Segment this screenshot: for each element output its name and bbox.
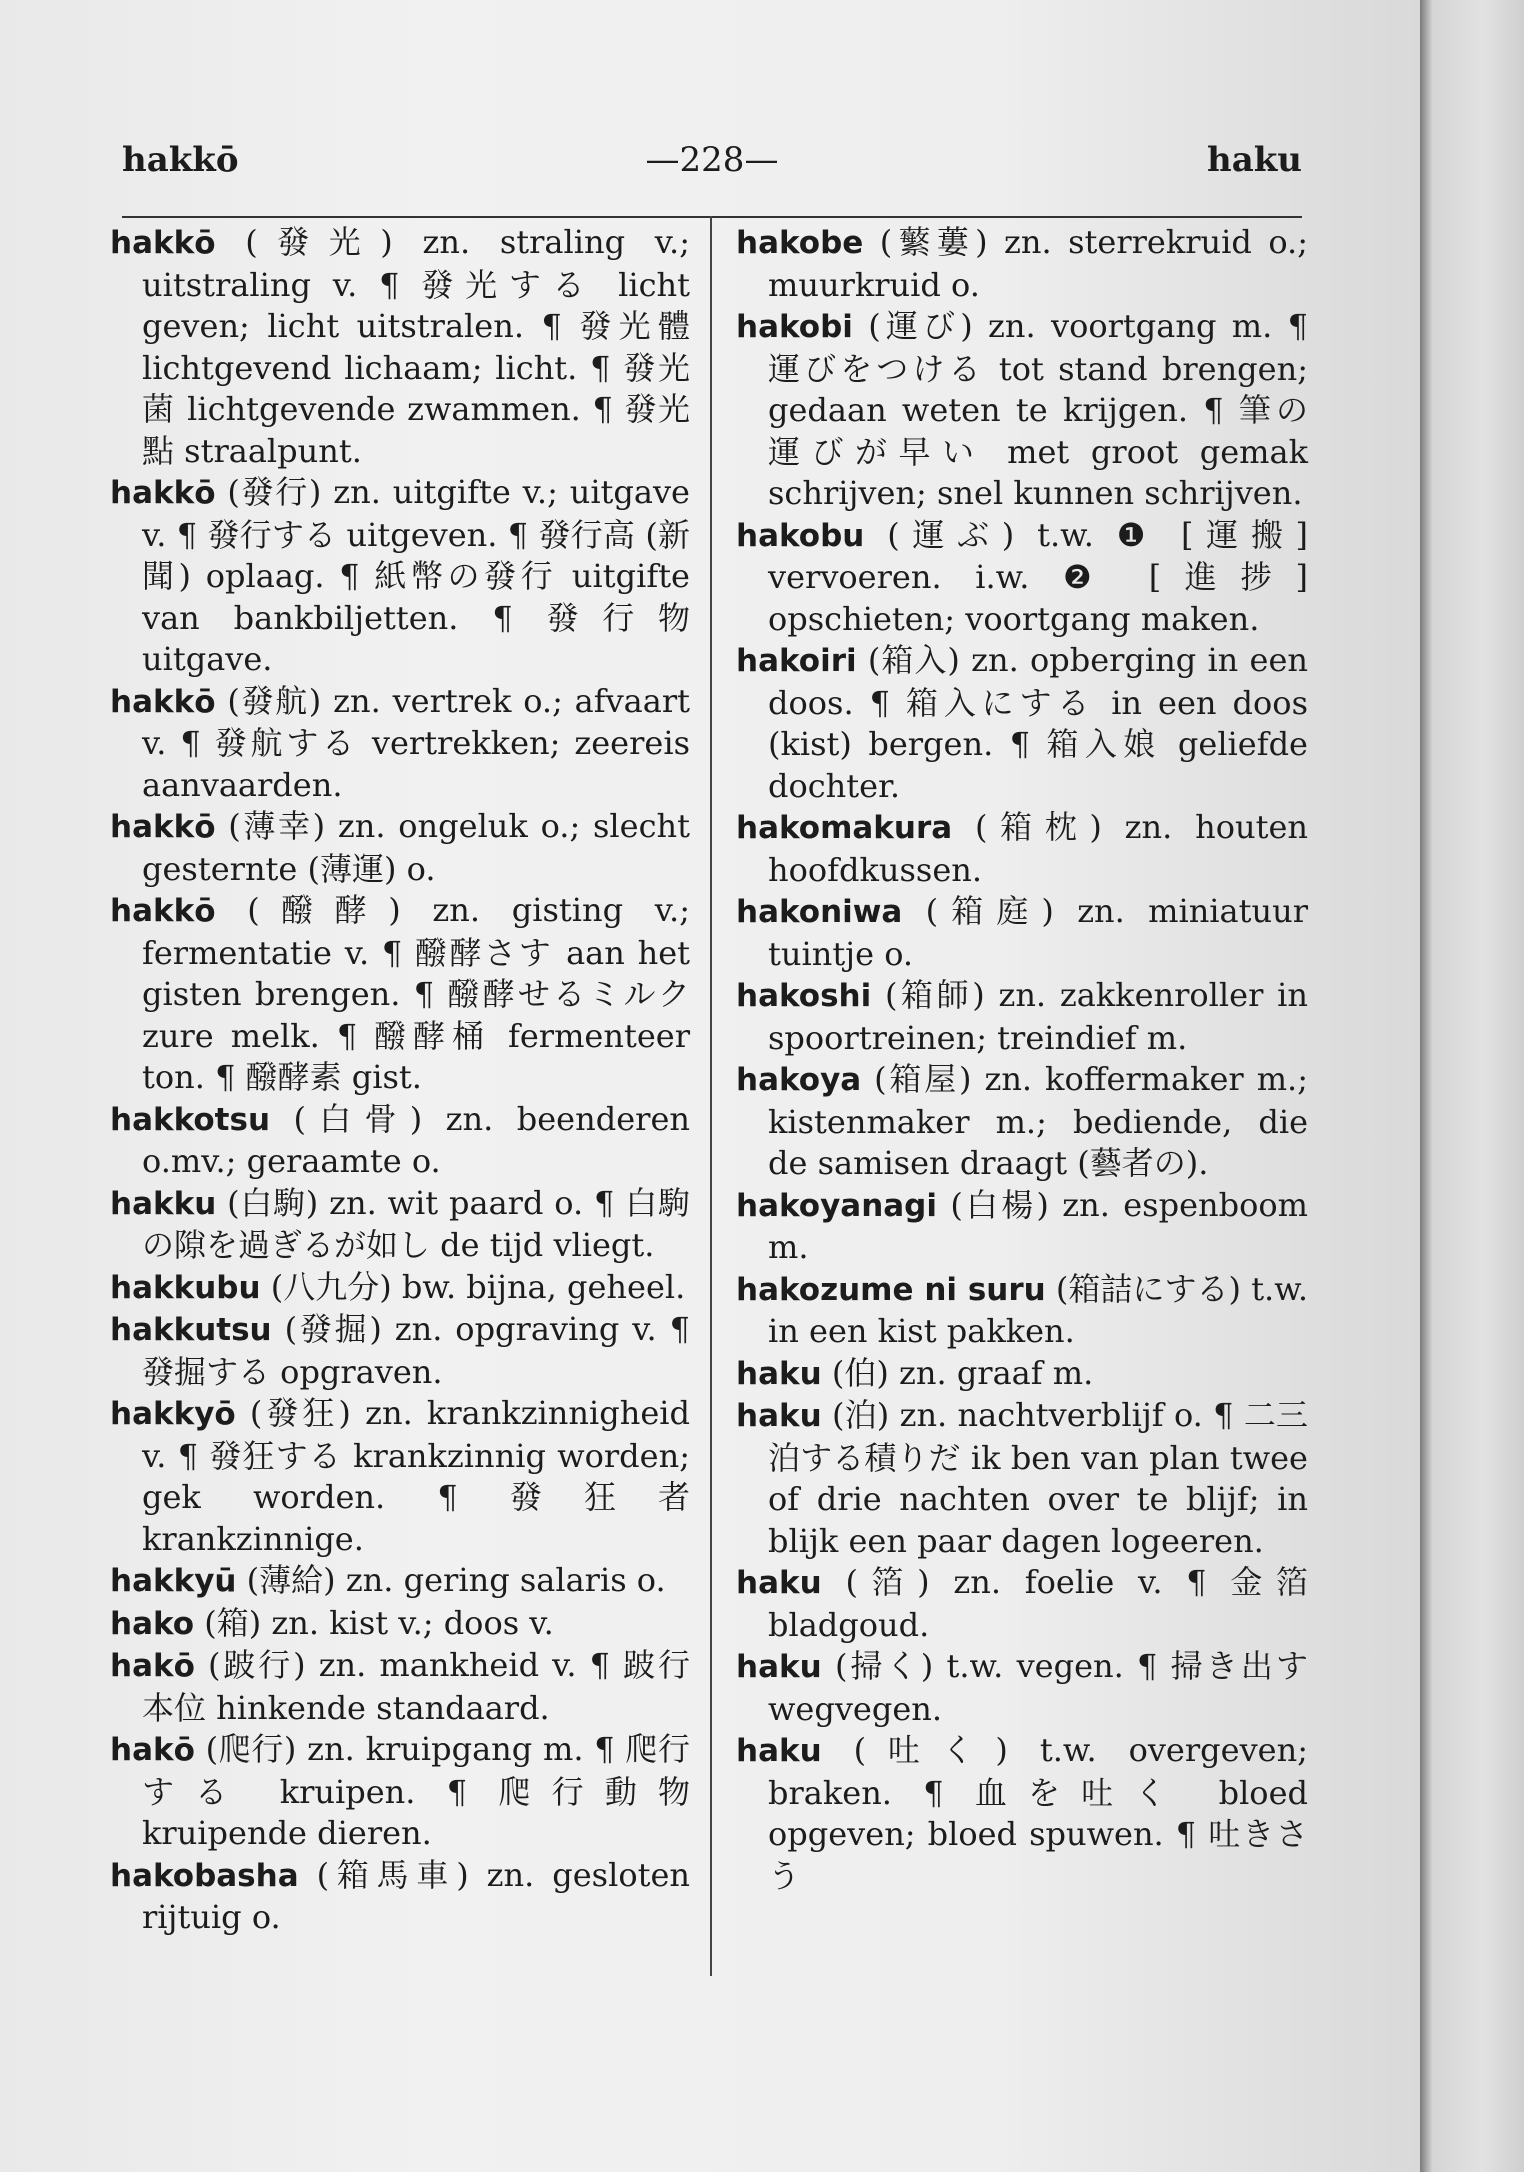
dictionary-entry [110, 1560, 690, 1603]
entry-headword: haku [736, 1398, 822, 1434]
dictionary-entry [736, 515, 1308, 641]
entry-definition: (箱入) zn. opberging in een doos. ¶ 箱入にする in een doos (kist) bergen. ¶ 箱入娘 geliefde dochter. [768, 641, 1308, 805]
entry-headword: hakō [110, 1732, 195, 1768]
entry-headword: hako [110, 1605, 195, 1642]
entry-definition: (發光) zn. straling v.; uitstraling v. ¶ 發光する licht geven; licht uitstralen. ¶ 發光體 lichtgevend lichaam; licht. ¶ 發光菌 lichtgevende zwammen. ¶ 發光點 straalpunt. [142, 223, 690, 470]
entry-definition: (發掘) zn. opgraving v. ¶ 發掘する opgraven. [142, 1310, 690, 1391]
entry-definition: (醱酵) zn. gisting v.; fermentatie v. ¶ 醱酵さす aan het gisten brengen. ¶ 醱酵せるミルク zure melk. ¶ 醱酵桶 fermenteer ton. ¶ 醱酵素 gist. [142, 891, 690, 1096]
dictionary-entry [736, 1269, 1308, 1353]
page-number: —228— [645, 140, 779, 180]
entry-headword: hakkō [110, 225, 216, 261]
entry-headword: hakobe [736, 225, 864, 261]
entry-definition: (薄給) zn. gering salaris o. [236, 1561, 666, 1599]
dictionary-entry [736, 891, 1308, 975]
header-left-guideword: hakkō [122, 140, 239, 180]
entry-definition: (箔) zn. foelie v. ¶ 金箔 bladgoud. [768, 1563, 1308, 1644]
dictionary-entry [736, 1353, 1308, 1396]
entry-headword: hakoyanagi [736, 1187, 938, 1224]
dictionary-entry [736, 1185, 1308, 1269]
entry-definition: (箱師) zn. zakkenroller in spoortreinen; treindief m. [768, 976, 1308, 1057]
entry-definition: (發航) zn. vertrek o.; afvaart v. ¶ 發航する vertrekken; zeereis aanvaarden. [142, 681, 690, 804]
entry-definition: (蘩蔞) zn. sterrekruid o.; muurkruid o. [768, 223, 1308, 304]
entry-headword: hakobi [736, 309, 853, 345]
entry-definition: (運ぶ) t.w. ❶ [運搬] vervoeren. i.w. ❷ [進捗] opschieten; voortgang maken. [768, 515, 1308, 638]
dictionary-entry [736, 1395, 1308, 1562]
entry-headword: hakkō [110, 809, 216, 845]
entry-headword: hakku [110, 1185, 217, 1222]
header-rule [122, 216, 1302, 218]
entry-definition: (跛行) zn. mankheid v. ¶ 跛行本位 hinkende standaard. [142, 1646, 690, 1727]
entry-definition: (薄幸) zn. ongeluk o.; slecht gesternte (薄運) o. [142, 807, 690, 888]
dictionary-entry [110, 1267, 690, 1310]
facing-page-edge [1420, 0, 1524, 2172]
entry-definition: (白楊) zn. espenboom m. [768, 1185, 1308, 1266]
right-column [736, 222, 1308, 1897]
entry-definition: (運び) zn. voortgang m. ¶ 運びをつける tot stand brengen; gedaan weten te krijgen. ¶ 筆の運びが早い met groot gemak schrijven; snel kunnen schrijven. [768, 307, 1308, 512]
page-header [122, 140, 1302, 190]
entry-headword: hakoniwa [736, 894, 903, 930]
entry-definition: (爬行) zn. kruipgang m. ¶ 爬行する kruipen. ¶ 爬行動物 kruipende dieren. [142, 1730, 690, 1852]
column-divider [710, 216, 712, 1976]
dictionary-entry [736, 807, 1308, 891]
dictionary-entry [736, 1059, 1308, 1185]
left-column [110, 222, 690, 1939]
dictionary-entry [110, 222, 690, 472]
entry-definition: (箱詰にする) t.w. in een kist pakken. [768, 1269, 1308, 1350]
entry-headword: hakkutsu [110, 1312, 272, 1348]
entry-headword: hakkotsu [110, 1101, 271, 1138]
entry-definition: (箱庭) zn. miniatuur tuintje o. [768, 892, 1308, 973]
entry-headword: hakoya [736, 1062, 862, 1098]
entry-headword: hakkō [110, 683, 216, 720]
entry-headword: hakkyū [110, 1563, 237, 1599]
entry-definition: (箱枕) zn. houten hoofdkussen. [768, 808, 1308, 889]
entry-definition: (箱屋) zn. koffermaker m.; kistenmaker m.; bediende, die de samisen draagt (藝者の). [768, 1060, 1308, 1182]
entry-definition: (伯) zn. graaf m. [821, 1353, 1094, 1392]
entry-definition: (白駒) zn. wit paard o. ¶ 白駒の隙を過ぎるが如し de tijd vliegt. [142, 1183, 690, 1264]
entry-headword: haku [736, 1565, 822, 1601]
entry-headword: haku [736, 1733, 822, 1769]
entry-definition: (箱) zn. kist v.; doos v. [194, 1603, 554, 1642]
header-right-guideword: haku [1206, 140, 1302, 180]
entry-headword: hakō [110, 1648, 195, 1684]
entry-headword: haku [736, 1355, 822, 1392]
dictionary-entry [736, 1646, 1308, 1730]
dictionary-entry [110, 1309, 690, 1393]
dictionary-entry [110, 890, 690, 1099]
dictionary-entry [110, 1855, 690, 1939]
dictionary-entry [110, 1183, 690, 1267]
entry-definition: (泊) zn. nachtverblijf o. ¶ 二三泊する積りだ ik ben van plan twee of drie nachten over te blijf; in blijk een paar dagen logeeren. [768, 1396, 1308, 1560]
dictionary-entry [110, 472, 690, 681]
entry-headword: hakobu [736, 517, 865, 554]
entry-headword: hakkō [110, 893, 216, 929]
dictionary-entry [110, 1099, 690, 1183]
dictionary-entry [736, 1730, 1308, 1897]
entry-definition: (箱馬車) zn. gesloten rijtuig o. [142, 1855, 690, 1936]
dictionary-entry [736, 975, 1308, 1059]
entry-headword: hakoiri [736, 643, 857, 679]
dictionary-entry [736, 1562, 1308, 1646]
entry-headword: hakkyō [110, 1396, 236, 1432]
entry-definition: (發狂) zn. krankzinnigheid v. ¶ 發狂する krankzinnig worden; gek worden. ¶ 發狂者 krankzinnige. [142, 1394, 690, 1558]
entry-headword: hakozume ni suru [736, 1271, 1046, 1308]
dictionary-entry [736, 222, 1308, 306]
entry-headword: hakomakura [736, 810, 953, 846]
entry-definition: (發行) zn. uitgifte v.; uitgave v. ¶ 發行する uitgeven. ¶ 發行高 (新聞) oplaag. ¶ 紙幣の發行 uitgifte van bankbiljetten. ¶ 發行物 uitgave. [142, 473, 690, 678]
dictionary-entry [110, 806, 690, 890]
dictionary-entry [110, 1645, 690, 1729]
dictionary-entry [110, 1729, 690, 1855]
entry-headword: hakobasha [110, 1857, 299, 1894]
entry-headword: haku [736, 1649, 822, 1685]
entry-definition: (掃く) t.w. vegen. ¶ 掃き出す wegvegen. [768, 1647, 1308, 1728]
dictionary-entry [736, 306, 1308, 515]
entry-definition: (八九分) bw. bijna, geheel. [260, 1267, 686, 1306]
dictionary-entry [736, 640, 1308, 807]
dictionary-entry [110, 1393, 690, 1560]
entry-headword: hakkubu [110, 1269, 261, 1306]
entry-definition: (白骨) zn. beenderen o.mv.; geraamte o. [142, 1099, 690, 1180]
entry-headword: hakkō [110, 475, 216, 511]
entry-headword: hakoshi [736, 978, 872, 1014]
entry-definition: (吐く) t.w. overgeven; braken. ¶ 血を吐く bloed opgeven; bloed spuwen. ¶ 吐きさう [768, 1731, 1308, 1895]
dictionary-entry [110, 1603, 690, 1646]
dictionary-entry [110, 681, 690, 807]
